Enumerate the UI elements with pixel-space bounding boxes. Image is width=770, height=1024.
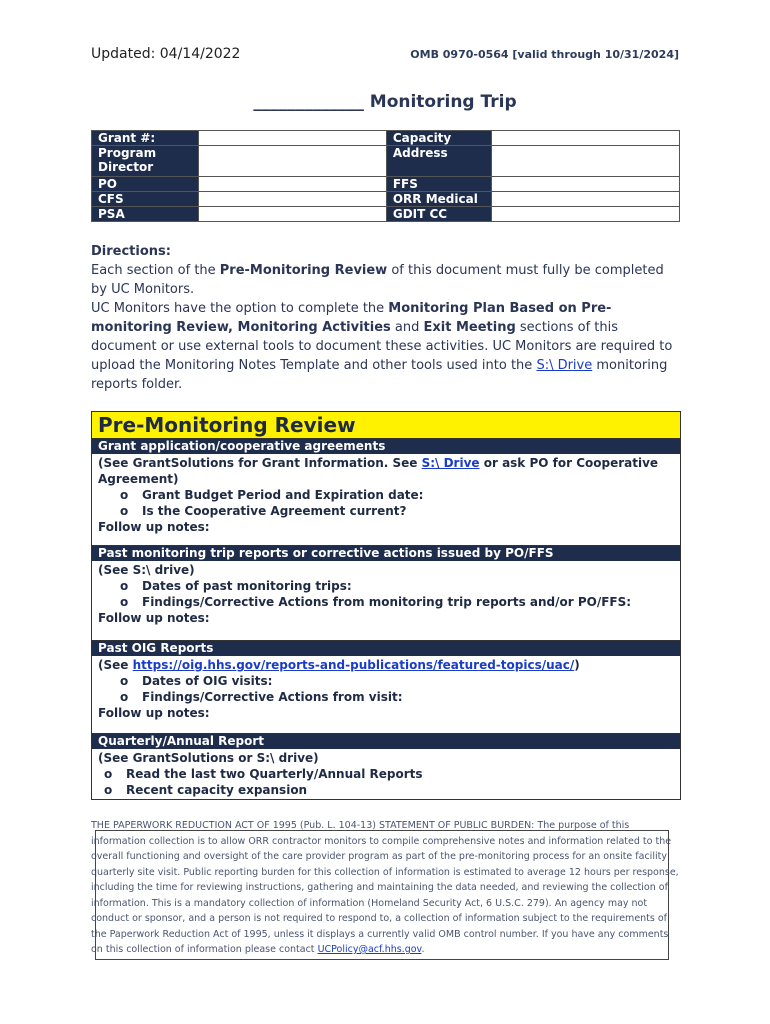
text-run: UC Monitors have the option to complete the: [91, 301, 389, 316]
psa-label: PSA: [92, 207, 199, 222]
bullet-icon: o: [120, 674, 129, 688]
past-monitoring-block[interactable]: [92, 561, 680, 641]
follow-up-notes-label: Follow up notes:: [98, 520, 210, 534]
capacity-value-field[interactable]: [491, 131, 679, 146]
quarterly-report-bar: Quarterly/Annual Report: [92, 734, 680, 749]
text-run-bold: Exit Meeting: [423, 320, 516, 335]
pre-monitoring-heading: Pre-Monitoring Review: [92, 412, 680, 439]
gdit-cc-field[interactable]: [491, 207, 679, 222]
text-run: of this document must fully be completed by UC Monitors.: [91, 263, 664, 297]
directions-heading: Directions:: [91, 244, 171, 259]
text-run: monitoring reports folder.: [91, 358, 668, 392]
grant-label: Grant #:: [92, 131, 199, 146]
psa-field[interactable]: [198, 207, 386, 222]
oig-reports-link[interactable]: https://oig.hhs.gov/reports-and-publications/featured-topics/uac/: [132, 658, 575, 672]
orr-medical-field[interactable]: [491, 192, 679, 207]
list-item: [98, 782, 674, 798]
page-title: _____________ Monitoring Trip: [253, 92, 517, 112]
table-row: [92, 177, 680, 192]
quarterly-report-block[interactable]: [92, 749, 680, 799]
pre-monitoring-review-section: [91, 411, 681, 800]
list-item: [98, 594, 674, 610]
past-oig-bar: Past OIG Reports: [92, 641, 680, 656]
orr-medical-label: ORR Medical: [386, 192, 491, 207]
text-run: sections of this document or use external tools to document these activities. UC Monitors are required to upload the Monitoring Notes Template and other tools used into the: [91, 320, 673, 373]
text-run-bold: Monitoring Plan Based on Pre-monitoring Review, Monitoring Activities: [91, 301, 612, 335]
table-row: [92, 146, 680, 177]
program-director-field[interactable]: [198, 146, 386, 177]
text-run: Each section of the: [91, 263, 220, 278]
table-row: [92, 192, 680, 207]
quarterly-report-intro: (See GrantSolutions or S:\ drive): [98, 751, 319, 765]
burden-text: THE PAPERWORK REDUCTION ACT OF 1995 (Pub. L. 104-13) STATEMENT OF PUBLIC BURDEN: The purpose of this information collection is to allow ORR contractor monitors to compile comprehensive notes and information related to the overall functioning and oversight of the care provider program as part of the pre-monitoring process for an onsite facility quarterly site visit. Public reporting burden for this collection of information is estimated to average 12 hours per response, including the time for reviewing instructions, gathering and maintaining the data needed, and reviewing the collection of information. This is a mandatory collection of information (Homeland Security Act, 6 U.S.C. 279). An agency may not conduct or sponsor, and a person is not required to respond to, a collection of information subject to the requirements of the Paperwork Reduction Act of 1995, unless it displays a currently valid OMB control number. If you have any comments on this collection of information please contact: [91, 820, 679, 955]
bullet-text: Read the last two Quarterly/Annual Reports: [126, 767, 423, 781]
list-item: [98, 689, 674, 705]
follow-up-notes-label: Follow up notes:: [98, 611, 210, 625]
cfs-label: CFS: [92, 192, 199, 207]
ffs-field[interactable]: [491, 177, 679, 192]
po-field[interactable]: [198, 177, 386, 192]
text-run: or ask PO for Cooperative Agreement): [98, 456, 659, 486]
bullet-text: Dates of OIG visits:: [142, 674, 273, 688]
list-item: [98, 487, 674, 503]
grant-info-table: [91, 130, 680, 222]
list-item: [98, 503, 674, 519]
directions-section: [91, 242, 681, 394]
omb-number: OMB 0970-0564 [valid through 10/31/2024]: [410, 48, 679, 61]
text-run: and: [390, 320, 424, 335]
text-run: (See: [98, 658, 133, 672]
bullet-icon: o: [120, 504, 129, 518]
directions-paragraph-1: [91, 261, 681, 299]
past-oig-block[interactable]: [92, 656, 680, 734]
bullet-icon: o: [120, 690, 129, 704]
directions-paragraph-2: [91, 299, 681, 394]
ffs-label: FFS: [386, 177, 491, 192]
bullet-icon: o: [120, 595, 129, 609]
bullet-text: Is the Cooperative Agreement current?: [142, 504, 407, 518]
table-row: [92, 207, 680, 222]
list-item: [98, 578, 674, 594]
text-run: ): [574, 658, 580, 672]
text-run-bold: Pre-Monitoring Review: [219, 263, 388, 278]
s-drive-link[interactable]: S:\ Drive: [536, 358, 593, 373]
bullet-text: Recent capacity expansion: [126, 783, 308, 797]
grant-application-intro: [98, 455, 674, 487]
bullet-text: Findings/Corrective Actions from monitoring trip reports and/or PO/FFS:: [142, 595, 632, 609]
past-monitoring-bar: Past monitoring trip reports or corrective actions issued by PO/FFS: [92, 546, 680, 561]
bullet-icon: o: [104, 767, 113, 781]
table-row: [92, 131, 680, 146]
address-field[interactable]: [491, 146, 679, 177]
po-label: PO: [92, 177, 199, 192]
bullet-icon: o: [104, 783, 113, 797]
s-drive-link[interactable]: S:\ Drive: [421, 456, 480, 470]
gdit-cc-label: GDIT CC: [386, 207, 491, 222]
follow-up-notes-label: Follow up notes:: [98, 706, 210, 720]
burden-end: .: [421, 944, 425, 955]
list-item: [98, 766, 674, 782]
list-item: [98, 673, 674, 689]
text-run: (See GrantSolutions for Grant Information. See: [98, 456, 422, 470]
bullet-icon: o: [120, 488, 129, 502]
bullet-text: Grant Budget Period and Expiration date:: [142, 488, 424, 502]
bullet-text: Dates of past monitoring trips:: [142, 579, 352, 593]
cfs-field[interactable]: [198, 192, 386, 207]
past-oig-intro: [98, 657, 674, 673]
grant-application-bar: Grant application/cooperative agreements: [92, 439, 680, 454]
program-director-label: Program Director: [92, 146, 199, 177]
past-monitoring-intro: (See S:\ drive): [98, 563, 195, 577]
updated-date: Updated: 04/14/2022: [91, 46, 241, 62]
address-label: Address: [386, 146, 491, 177]
ucpolicy-email-link[interactable]: UCPolicy@acf.hhs.gov: [317, 944, 422, 955]
grant-value-field[interactable]: [198, 131, 386, 146]
bullet-text: Findings/Corrective Actions from visit:: [142, 690, 403, 704]
grant-application-block[interactable]: [92, 454, 680, 546]
bullet-icon: o: [120, 579, 129, 593]
burden-frame: [95, 830, 669, 960]
capacity-label: Capacity: [386, 131, 491, 146]
